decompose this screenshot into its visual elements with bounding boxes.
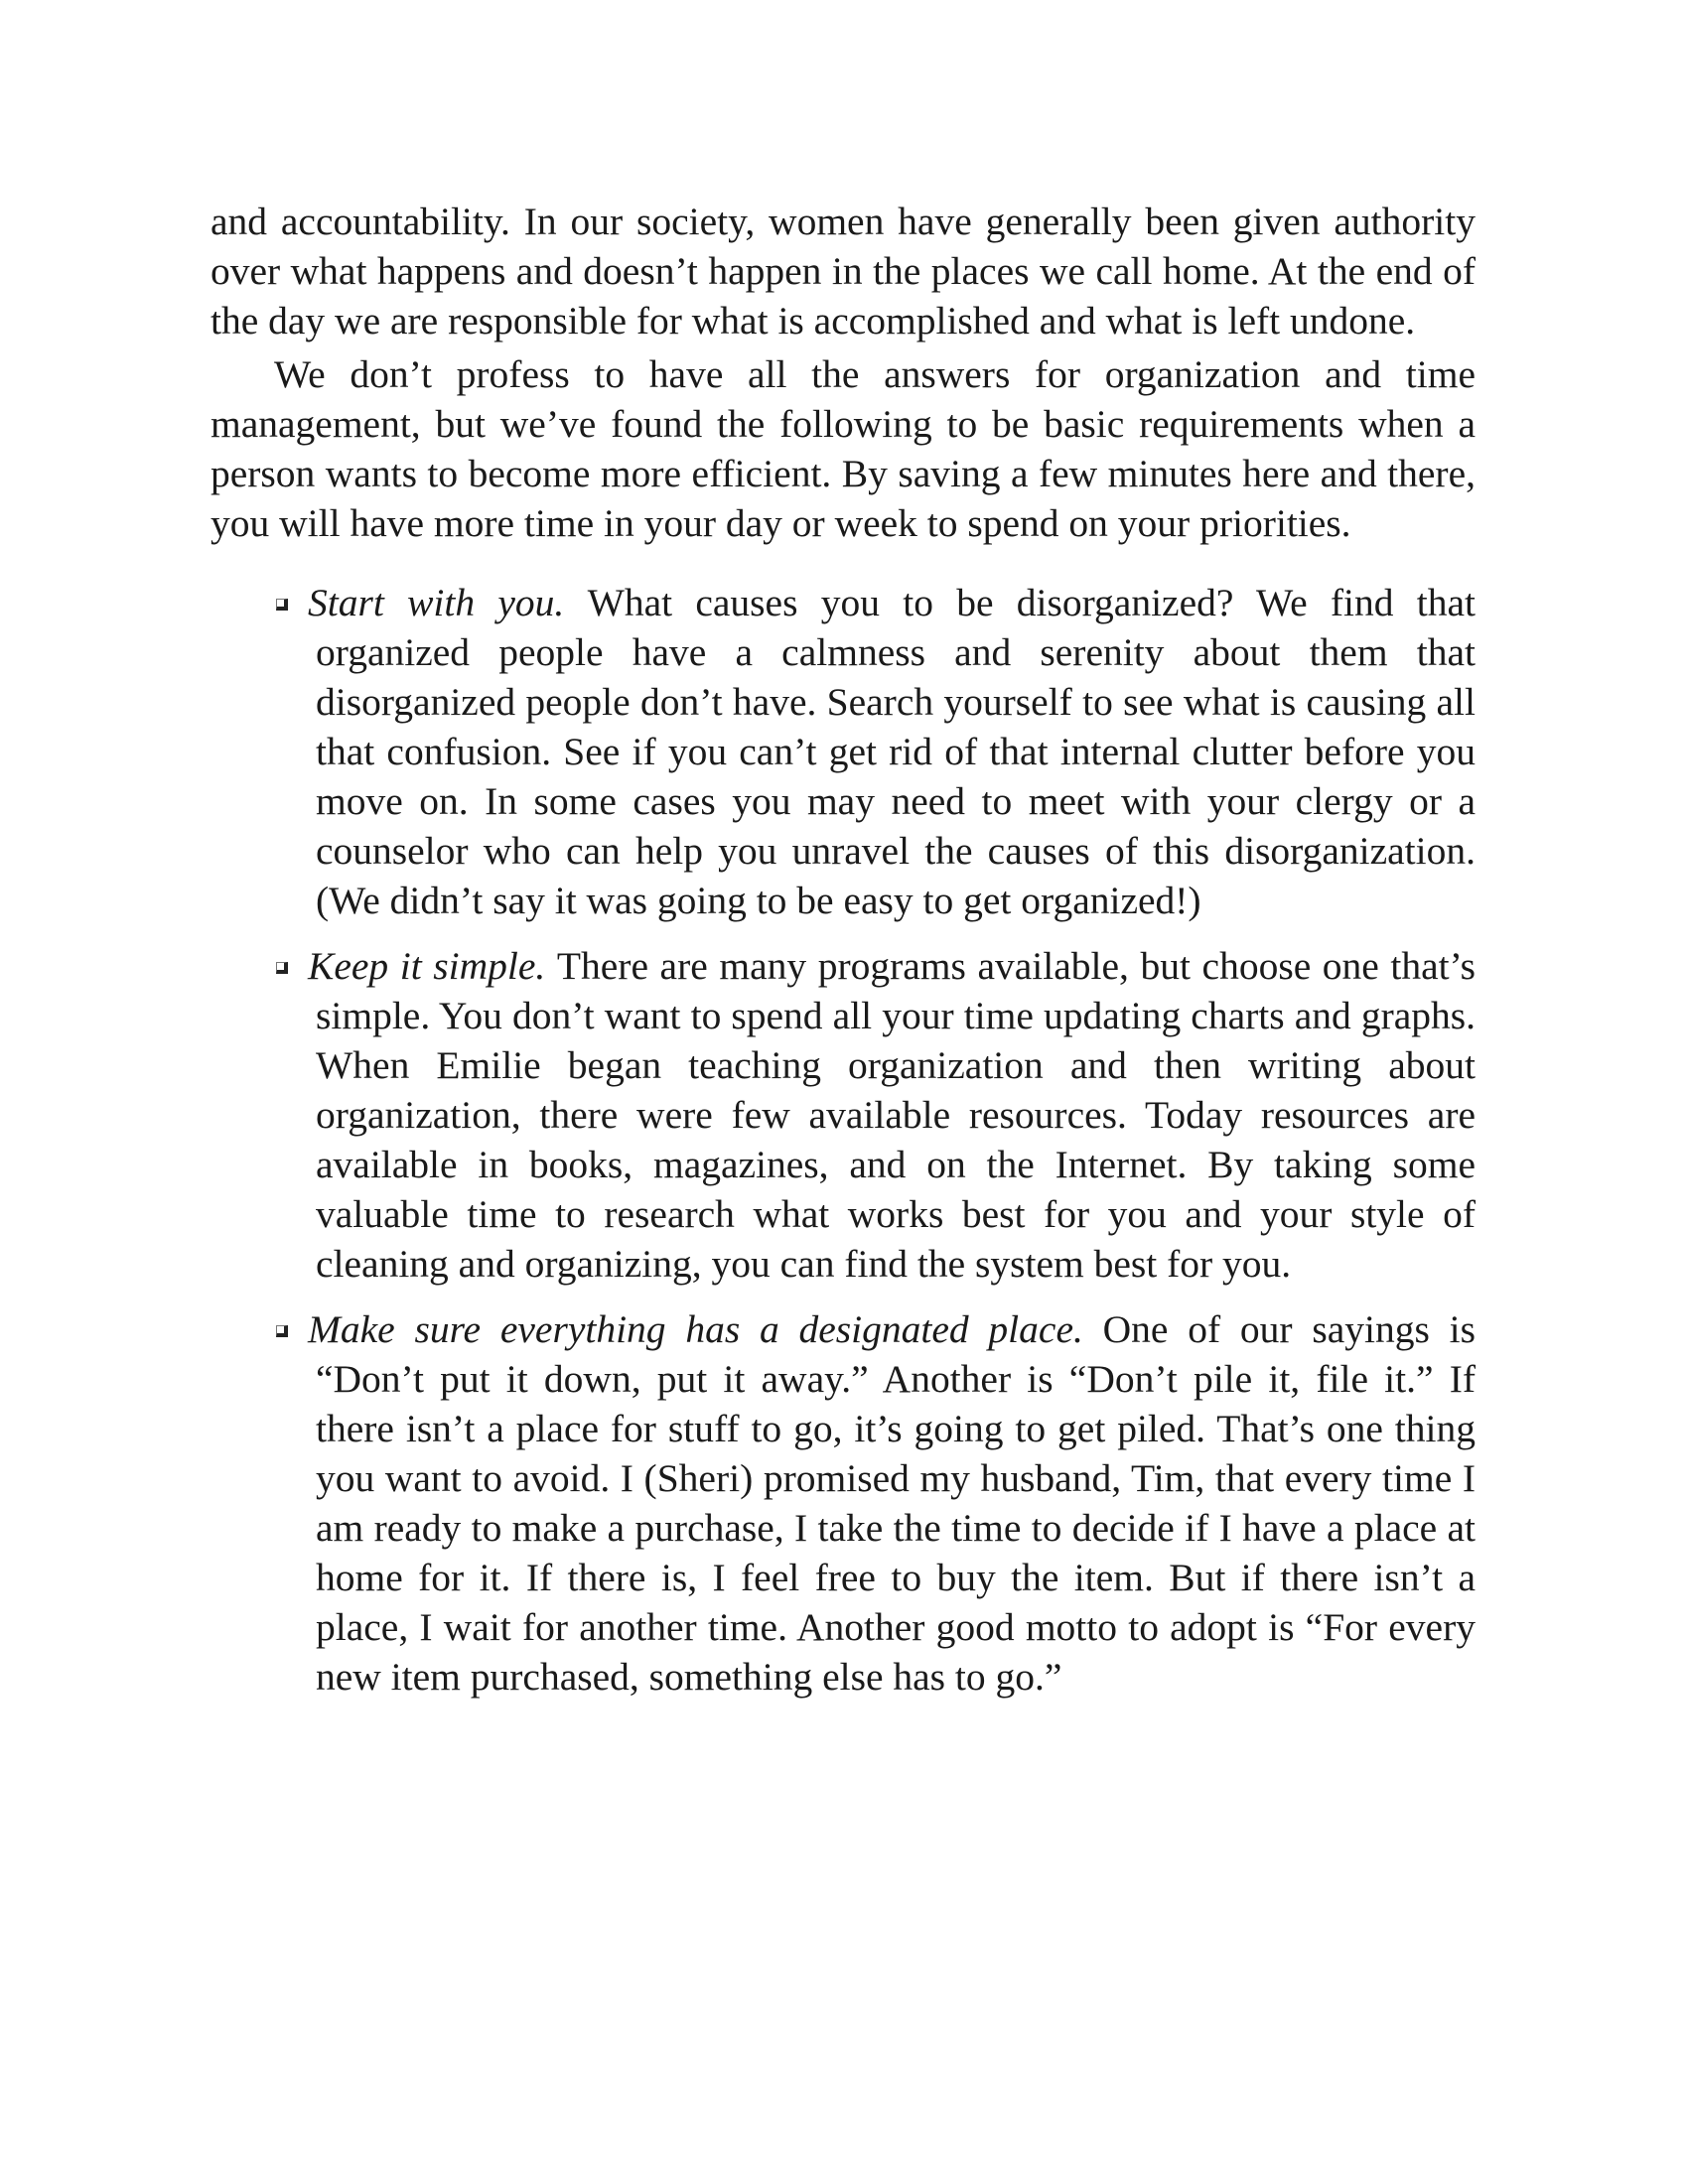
list-item-text: There are many programs available, but choose one that’s simple. You don’t want to spend all your time updating charts and graphs. When Emilie began teaching organization and then writing about organization, there were few available resources. Today resources are available in books, magazines, and on the Internet. By taking some valuable time to research what works best for you and your style of cleaning and organizing, you can find the system best for you.: [316, 944, 1476, 1286]
list-item-text: One of our sayings is “Don’t put it down, put it away.” Another is “Don’t pile it, file it.” If there isn’t a place for stuff to go, it’s going to get piled. That’s one thing you want to avoid. I (Sheri) promised my husband, Tim, that every time I am ready to make a purchase, I take the time to decide if I have a place at home for it. If there is, I feel free to buy the item. But if there isn’t a place, I wait for another time. Another good motto to adopt is “For every new item purchased, something else has to go.”: [316, 1307, 1476, 1699]
list-item: [211, 1304, 1476, 1702]
list-item-text: What causes you to be disorganized? We find that organized people have a calmness and serenity about them that disorganized people don’t have. Search yourself to see what is causing all that confusion. See if you can’t get rid of that internal clutter before you move on. In some cases you may need to meet with your clergy or a counselor who can help you unravel the causes of this disorganization. (We didn’t say it was going to be easy to get organized!): [316, 581, 1476, 922]
list-item: [211, 941, 1476, 1289]
list-item-lead: Start with you.: [308, 581, 588, 624]
paragraph-continued: and accountability. In our society, women have generally been given authority over what happens and doesn’t happen in the places we call home. At the end of the day we are responsible for what is accomplished and what is left undone.: [211, 200, 1476, 342]
list-item-lead: Make sure everything has a designated place.: [308, 1307, 1103, 1351]
list-item-lead: Keep it simple.: [308, 944, 557, 988]
checkbox-icon: [276, 962, 288, 974]
list-item: [211, 578, 1476, 925]
tips-list: [211, 578, 1476, 1702]
document-page: [211, 197, 1476, 1702]
checkbox-icon: [276, 1325, 288, 1337]
checkbox-icon: [276, 599, 288, 611]
paragraph-intro: We don’t profess to have all the answers for organization and time management, but we’ve found the following to be basic requirements when a person wants to become more efficient. By saving a few minutes here and there, you will have more time in your day or week to spend on your priorities.: [211, 352, 1476, 545]
